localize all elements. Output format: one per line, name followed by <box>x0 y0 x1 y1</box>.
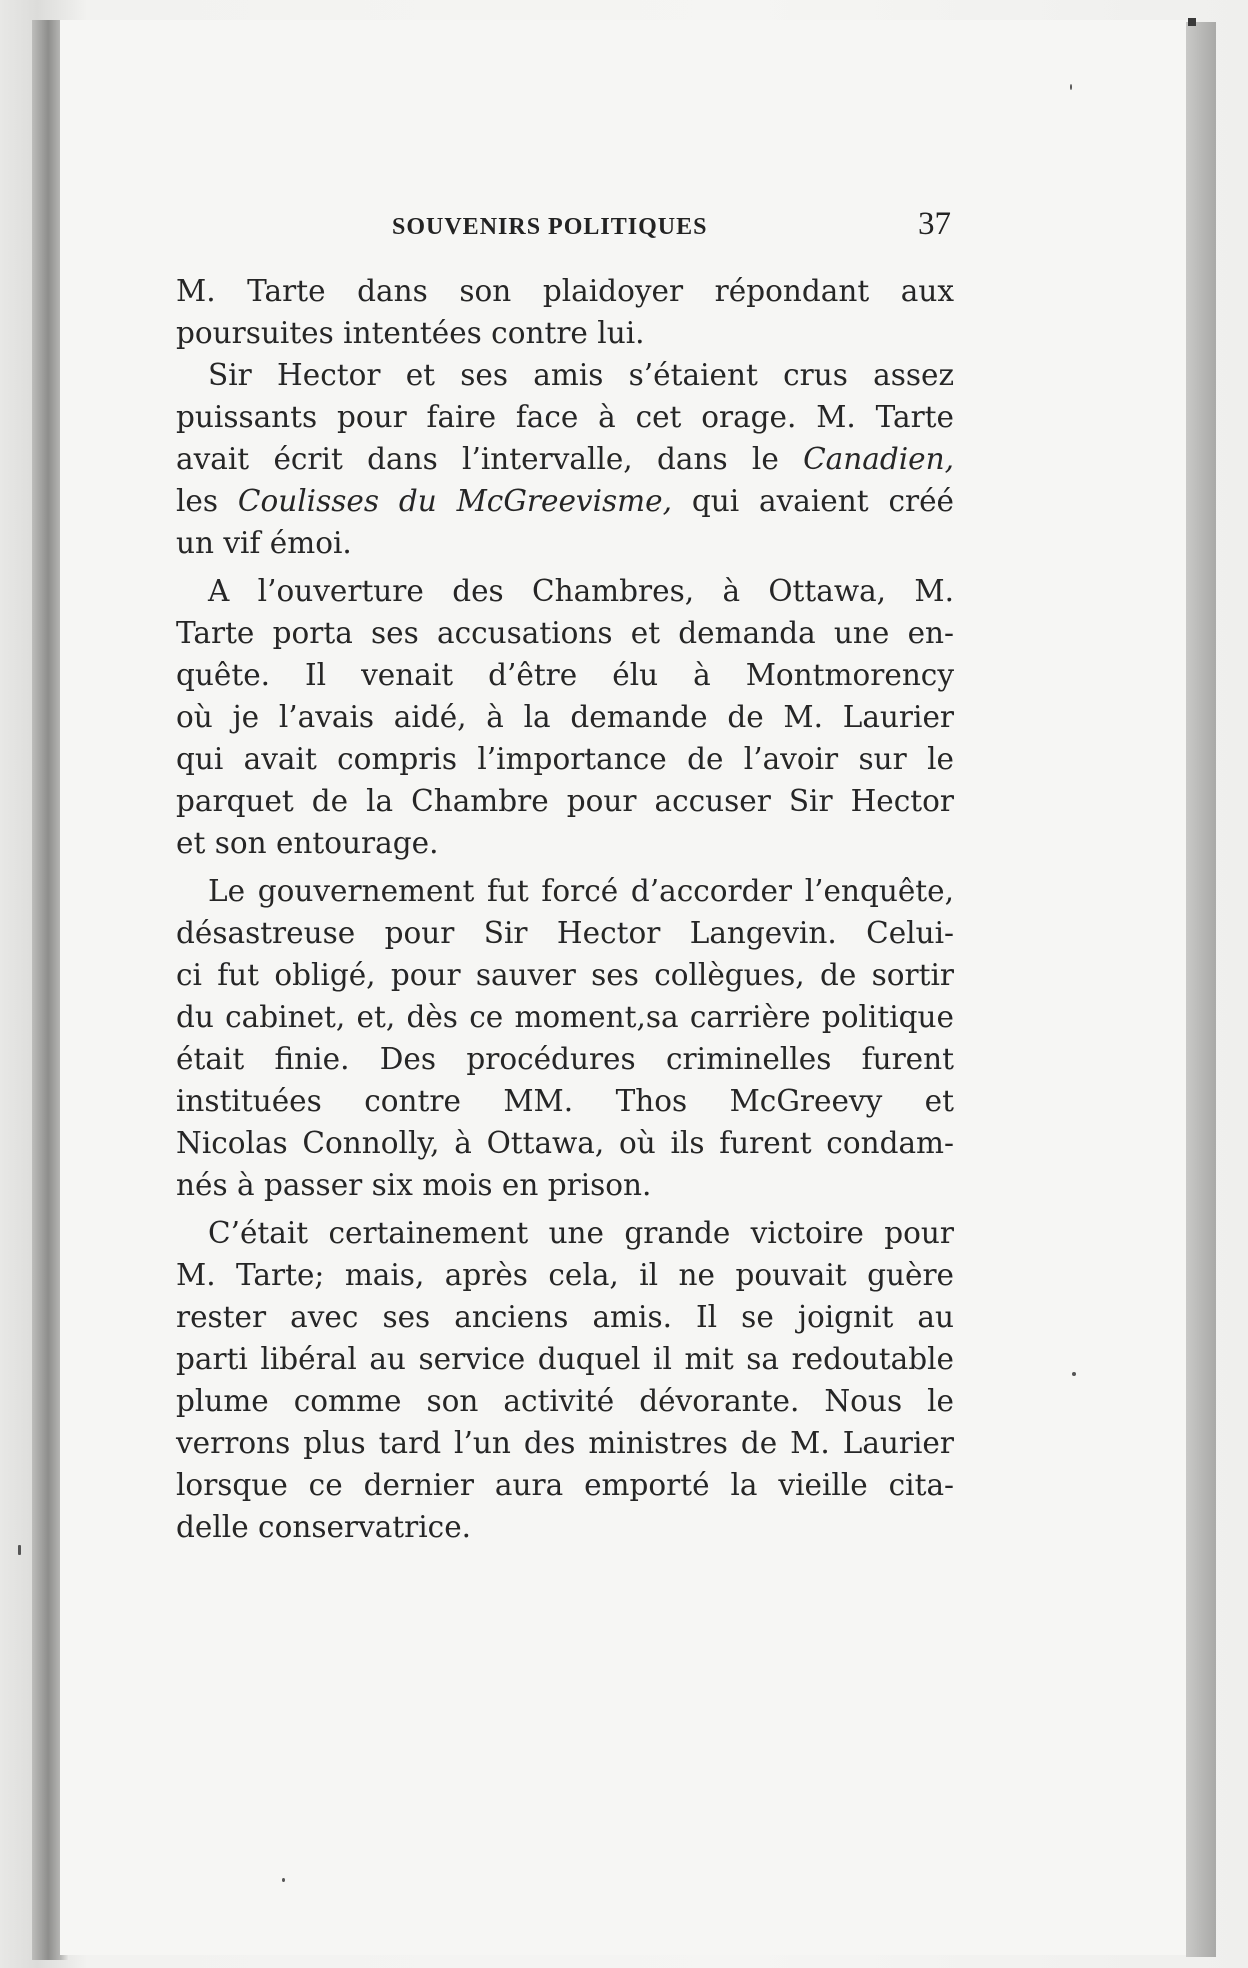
text-line: Sir Hector et ses amis s’étaient crus assez <box>208 358 954 392</box>
text-line: parquet de la Chambre pour accuser Sir Hector <box>176 784 954 818</box>
text-line: Tarte porta ses accusations et demanda une en- <box>176 616 954 650</box>
text-line: Nicolas Connolly, à Ottawa, où ils furent condam- <box>176 1126 954 1160</box>
text-line: où je l’avais aidé, à la demande de M. Laurier <box>176 700 954 734</box>
text-line: avait écrit dans l’intervalle, dans le Canadien, <box>176 442 954 476</box>
scan-speck <box>18 1545 21 1555</box>
text-line: puissants pour faire face à cet orage. M. Tarte <box>176 400 954 434</box>
text-line: delle conservatrice. <box>176 1510 472 1544</box>
scan-speck <box>1070 84 1072 90</box>
text-line: du cabinet, et, dès ce moment,sa carrière politique <box>176 1000 954 1034</box>
text-line: M. Tarte; mais, après cela, il ne pouvait guère <box>176 1258 954 1292</box>
page-edge <box>1186 22 1216 1957</box>
text-line: était finie. Des procédures criminelles furent <box>176 1042 954 1076</box>
text-line: C’était certainement une grande victoire pour <box>208 1216 954 1250</box>
text-line: poursuites intentées contre lui. <box>176 316 645 350</box>
text-line: désastreuse pour Sir Hector Langevin. Celui- <box>176 916 954 950</box>
text-line: A l’ouverture des Chambres, à Ottawa, M. <box>208 574 954 608</box>
text-line: plume comme son activité dévorante. Nous le <box>176 1384 954 1418</box>
page-corner-mark <box>1188 18 1196 26</box>
running-title: SOUVENIRS POLITIQUES <box>392 214 708 240</box>
text-line: et son entourage. <box>176 826 439 860</box>
text-line: rester avec ses anciens amis. Il se joignit au <box>176 1300 954 1334</box>
text-line: Le gouvernement fut forcé d’accorder l’enquête, <box>208 874 954 908</box>
text-line: nés à passer six mois en prison. <box>176 1168 652 1202</box>
scan-speck <box>282 1878 285 1882</box>
text-line: ci fut obligé, pour sauver ses collègues, de sortir <box>176 958 954 992</box>
text-line: M. Tarte dans son plaidoyer répondant aux <box>176 274 954 308</box>
text-line: qui avait compris l’importance de l’avoir sur le <box>176 742 954 776</box>
text-line: parti libéral au service duquel il mit sa redoutable <box>176 1342 954 1376</box>
text-line: lorsque ce dernier aura emporté la vieille cita- <box>176 1468 954 1502</box>
scan-speck <box>1072 1372 1076 1376</box>
text-line: instituées contre MM. Thos McGreevy et <box>176 1084 954 1118</box>
text-line: les Coulisses du McGreevisme, qui avaient créé <box>176 484 954 518</box>
text-line: quête. Il venait d’être élu à Montmorency <box>176 658 954 692</box>
text-line: un vif émoi. <box>176 526 352 560</box>
text-line: verrons plus tard l’un des ministres de M. Laurier <box>176 1426 954 1460</box>
page-number: 37 <box>918 206 951 242</box>
